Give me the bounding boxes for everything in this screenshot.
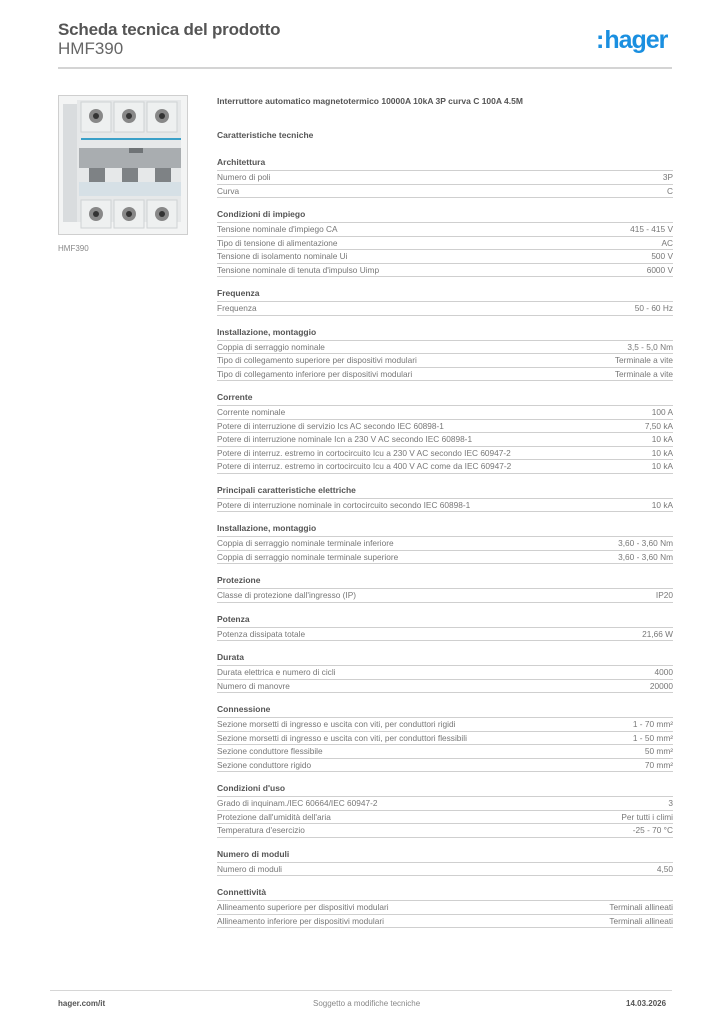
spec-label: Allineamento superiore per dispositivi modulari [217,902,389,912]
spec-value: 3P [662,172,673,182]
page-title: Scheda tecnica del prodotto [58,20,281,39]
logo-colon-icon: : [596,26,604,54]
spec-value: IP20 [655,590,673,600]
section-title: Installazione, montaggio [217,523,673,537]
spec-row [217,732,673,746]
spec-row [217,185,673,199]
spec-section [217,523,673,564]
spec-label: Sezione conduttore rigido [217,759,312,770]
spec-label: Tipo di collegamento inferiore per dispositivi modulari [217,368,413,379]
spec-section [217,209,673,277]
spec-section [217,614,673,642]
spec-value: Per tutti i climi [621,811,673,822]
section-title: Architettura [217,157,673,171]
spec-section [217,485,673,513]
header-divider [58,67,672,69]
footer-website[interactable]: hager.com/it [58,999,106,1008]
spec-label: Corrente nominale [217,407,286,417]
spec-value: 3,5 - 5,0 Nm [627,341,673,352]
spec-row [217,537,673,551]
spec-row [217,551,673,565]
spec-label: Tensione di isolamento nominale Ui [217,251,348,261]
spec-label: Potere di interruzione nominale Icn a 230 V AC secondo IEC 60898-1 [217,434,473,444]
spec-label: Coppia di serraggio nominale terminale inferiore [217,538,394,548]
spec-label: Tipo di tensione di alimentazione [217,237,338,248]
spec-value: 10 kA [651,461,673,471]
section-title: Frequenza [217,288,673,302]
spec-label: Tensione nominale d'impiego CA [217,224,338,234]
section-title: Condizioni di impiego [217,209,673,223]
spec-row [217,302,673,316]
spec-value: 21,66 W [642,628,673,639]
spec-section [217,392,673,474]
spec-value: 1 - 70 mm² [632,719,673,729]
footer-notice: Soggetto a modifiche tecniche [313,999,421,1008]
spec-row [217,447,673,461]
spec-row [217,406,673,420]
spec-row [217,354,673,368]
spec-value: Terminali allineati [609,915,673,926]
spec-label: Frequenza [217,303,257,313]
section-title: Connettività [217,887,673,901]
spec-label: Potenza dissipata totale [217,628,306,639]
spec-row [217,915,673,929]
section-title: Numero di moduli [217,849,673,863]
spec-row [217,863,673,877]
spec-row [217,824,673,838]
section-title: Principali caratteristiche elettriche [217,485,673,499]
spec-value: 1 - 50 mm² [632,732,673,743]
spec-row [217,368,673,382]
spec-label: Potere di interruz. estremo in cortocircuito Icu a 400 V AC come da IEC 60947-2 [217,461,512,471]
spec-value: 3 [668,798,673,808]
spec-row [217,680,673,694]
spec-section [217,704,673,772]
product-code: HMF390 [58,39,124,58]
spec-row [217,759,673,773]
spec-value: -25 - 70 °C [632,825,673,835]
spec-value: 6000 V [646,264,673,275]
spec-label: Grado di inquinam./IEC 60664/IEC 60947-2 [217,798,378,808]
spec-section [217,288,673,316]
spec-value: Terminale a vite [614,368,673,379]
section-title: Durata [217,652,673,666]
spec-label: Potere di interruzione di servizio Ics AC secondo IEC 60898-1 [217,420,444,431]
spec-row [217,811,673,825]
technical-heading: Caratteristiche tecniche [217,130,314,140]
section-title: Connessione [217,704,673,718]
spec-label: Potere di interruzione nominale in cortocircuito secondo IEC 60898-1 [217,499,471,510]
spec-row [217,718,673,732]
spec-label: Coppia di serraggio nominale terminale superiore [217,551,399,562]
spec-value: 3,60 - 3,60 Nm [618,538,673,548]
spec-row [217,589,673,603]
spec-section [217,849,673,877]
spec-row [217,901,673,915]
spec-label: Numero di moduli [217,863,283,874]
spec-value: 415 - 415 V [630,224,673,234]
spec-label: Numero di poli [217,172,271,182]
spec-label: Tipo di collegamento superiore per dispositivi modulari [217,355,417,365]
spec-value: 50 - 60 Hz [634,303,673,313]
spec-value: 4000 [654,667,673,677]
image-caption: HMF390 [58,244,89,253]
spec-label: Coppia di serraggio nominale [217,341,325,352]
circuit-breaker-icon [59,96,187,234]
spec-row [217,499,673,513]
section-title: Potenza [217,614,673,628]
spec-row [217,171,673,185]
spec-row [217,250,673,264]
spec-label: Temperatura d'esercizio [217,825,305,835]
spec-label: Durata elettrica e numero di cicli [217,667,336,677]
spec-value: AC [661,237,673,248]
spec-section [217,575,673,603]
spec-row [217,666,673,680]
spec-value: 4,50 [656,863,673,874]
spec-row [217,433,673,447]
spec-label: Numero di manovre [217,680,290,691]
spec-row [217,341,673,355]
spec-row [217,420,673,434]
spec-section [217,327,673,382]
spec-label: Protezione dall'umidità dell'aria [217,811,331,822]
spec-value: 20000 [649,680,673,691]
spec-value: 70 mm² [644,759,673,770]
section-title: Condizioni d'uso [217,783,673,797]
spec-row [217,460,673,474]
spec-value: Terminale a vite [614,355,673,365]
spec-row [217,264,673,278]
spec-label: Curva [217,185,240,196]
spec-value: 10 kA [651,434,673,444]
spec-value: 50 mm² [644,746,673,756]
footer-date: 14.03.2026 [626,999,667,1008]
spec-value: 100 A [651,407,673,417]
spec-label: Sezione morsetti di ingresso e uscita con viti, per conduttori flessibili [217,732,467,743]
spec-label: Tensione nominale di tenuta d'impulso Uimp [217,264,380,275]
spec-label: Sezione conduttore flessibile [217,746,323,756]
spec-content [217,96,673,939]
footer-divider [50,990,672,991]
spec-row [217,237,673,251]
spec-section [217,887,673,928]
spec-value: 7,50 kA [644,420,673,431]
spec-row [217,797,673,811]
logo-text: hager [604,26,668,54]
spec-row [217,628,673,642]
spec-section [217,783,673,838]
spec-value: 500 V [651,251,673,261]
product-description: Interruttore automatico magnetotermico 10000A 10kA 3P curva C 100A 4.5M [217,96,523,106]
spec-value: 10 kA [651,447,673,458]
spec-value: 10 kA [651,499,673,510]
spec-label: Allineamento inferiore per dispositivi modulari [217,915,384,926]
spec-value: 3,60 - 3,60 Nm [618,551,673,562]
spec-value: C [667,185,673,196]
spec-row [217,223,673,237]
product-image [58,95,188,235]
spec-section [217,157,673,198]
spec-row [217,745,673,759]
section-title: Corrente [217,392,673,406]
spec-section [217,652,673,693]
section-title: Protezione [217,575,673,589]
spec-value: Terminali allineati [609,902,673,912]
spec-label: Classe di protezione dall'ingresso (IP) [217,590,357,600]
section-title: Installazione, montaggio [217,327,673,341]
spec-label: Potere di interruz. estremo in cortocircuito Icu a 230 V AC secondo IEC 60947-2 [217,447,511,458]
hager-logo [596,26,667,55]
spec-label: Sezione morsetti di ingresso e uscita con viti, per conduttori rigidi [217,719,456,729]
spec-sections [217,157,673,928]
